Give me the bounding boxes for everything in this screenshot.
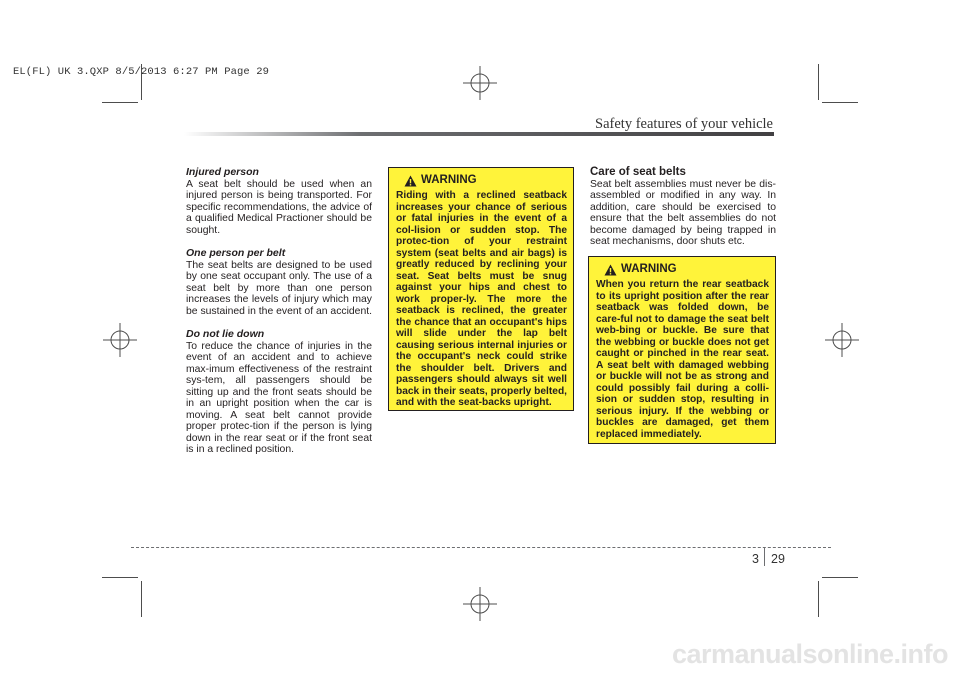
warning-body: When you return the rear seatback to its upright position after the rear seatback was folded down, be care-ful not to damage the seat belt web-bing or buckle. Be sure that the webbing or buckle does not get caught or pinched in the rear seat. A seat belt with damaged webbing or buckle will not be as strong and could possibly fail during a colli-sion or sudden stop, resulting in serious injury. If the webbing or buckles are damaged, get them replaced immediately. — [596, 279, 769, 440]
registration-mark-left — [103, 323, 137, 357]
header-rule — [184, 132, 774, 136]
section-heading-care-of-seat-belts: Care of seat belts — [590, 166, 686, 178]
page-number: 29 — [771, 552, 785, 566]
warning-title: WARNING — [621, 263, 677, 276]
right-column — [590, 167, 776, 248]
print-slug: EL(FL) UK 3.QXP 8/5/2013 6:27 PM Page 29 — [13, 66, 270, 78]
warning-box-rear-seatback — [588, 256, 776, 444]
watermark: carmanualsonline.info — [671, 639, 948, 669]
section-heading: One person per belt — [186, 247, 286, 259]
registration-mark-top — [463, 66, 497, 100]
chapter-number: 3 — [752, 552, 759, 566]
registration-mark-bottom — [463, 587, 497, 621]
page-header-title: Safety features of your vehicle — [595, 116, 773, 132]
warning-title: WARNING — [421, 174, 477, 187]
warning-triangle-icon — [604, 264, 617, 276]
section-body: To reduce the chance of injuries in the event of an accident and to achieve max-imum effectiveness of the restraint sys-tem, all passengers should be sitting up and the front seats should be in an upright position when the car is moving. A seat belt cannot provide proper protec-tion if the person is lying down in the rear seat or if the front seat is in a reclined position. — [186, 340, 372, 455]
section-heading: Do not lie down — [186, 328, 265, 340]
page-number-divider — [764, 548, 765, 566]
warning-body: Riding with a reclined seatback increases your chance of serious or fatal injuries in the event of a col-lision or sudden stop. The protec-tion of your restraint system (seat belts and air bags) is greatly reduced by reclining your seat. Seat belts must be snug against your hips and chest to work proper-ly. The more the seatback is reclined, the greater the chance that an occupant's hips will slide under the lap belt causing serious internal injuries or the occupant's neck could strike the shoulder belt. Drivers and passengers should always sit well back in their seats, properly belted, and with the seat-backs upright. — [396, 190, 567, 408]
registration-mark-right — [825, 323, 859, 357]
footer-rule — [131, 547, 831, 548]
section-heading: Injured person — [186, 166, 259, 178]
warning-header — [596, 264, 769, 276]
left-column — [186, 167, 372, 456]
warning-header — [396, 175, 567, 187]
section-body: A seat belt should be used when an injured person is being transported. For specific recommendations, the advice of a qualified Medical Practioner should be sought. — [186, 178, 372, 236]
warning-triangle-icon — [404, 175, 417, 187]
warning-box-reclined-seatback — [388, 167, 574, 411]
section-body: Seat belt assemblies must never be dis-assembled or modified in any way. In addition, care should be exercised to ensure that the belt assemblies do not become damaged by being trapped in seat mechanisms, door shuts etc. — [590, 178, 776, 247]
section-body: The seat belts are designed to be used by one seat occupant only. The use of a seat belt by more than one person increases the levels of injury which may be sustained in the event of an accident. — [186, 259, 373, 317]
